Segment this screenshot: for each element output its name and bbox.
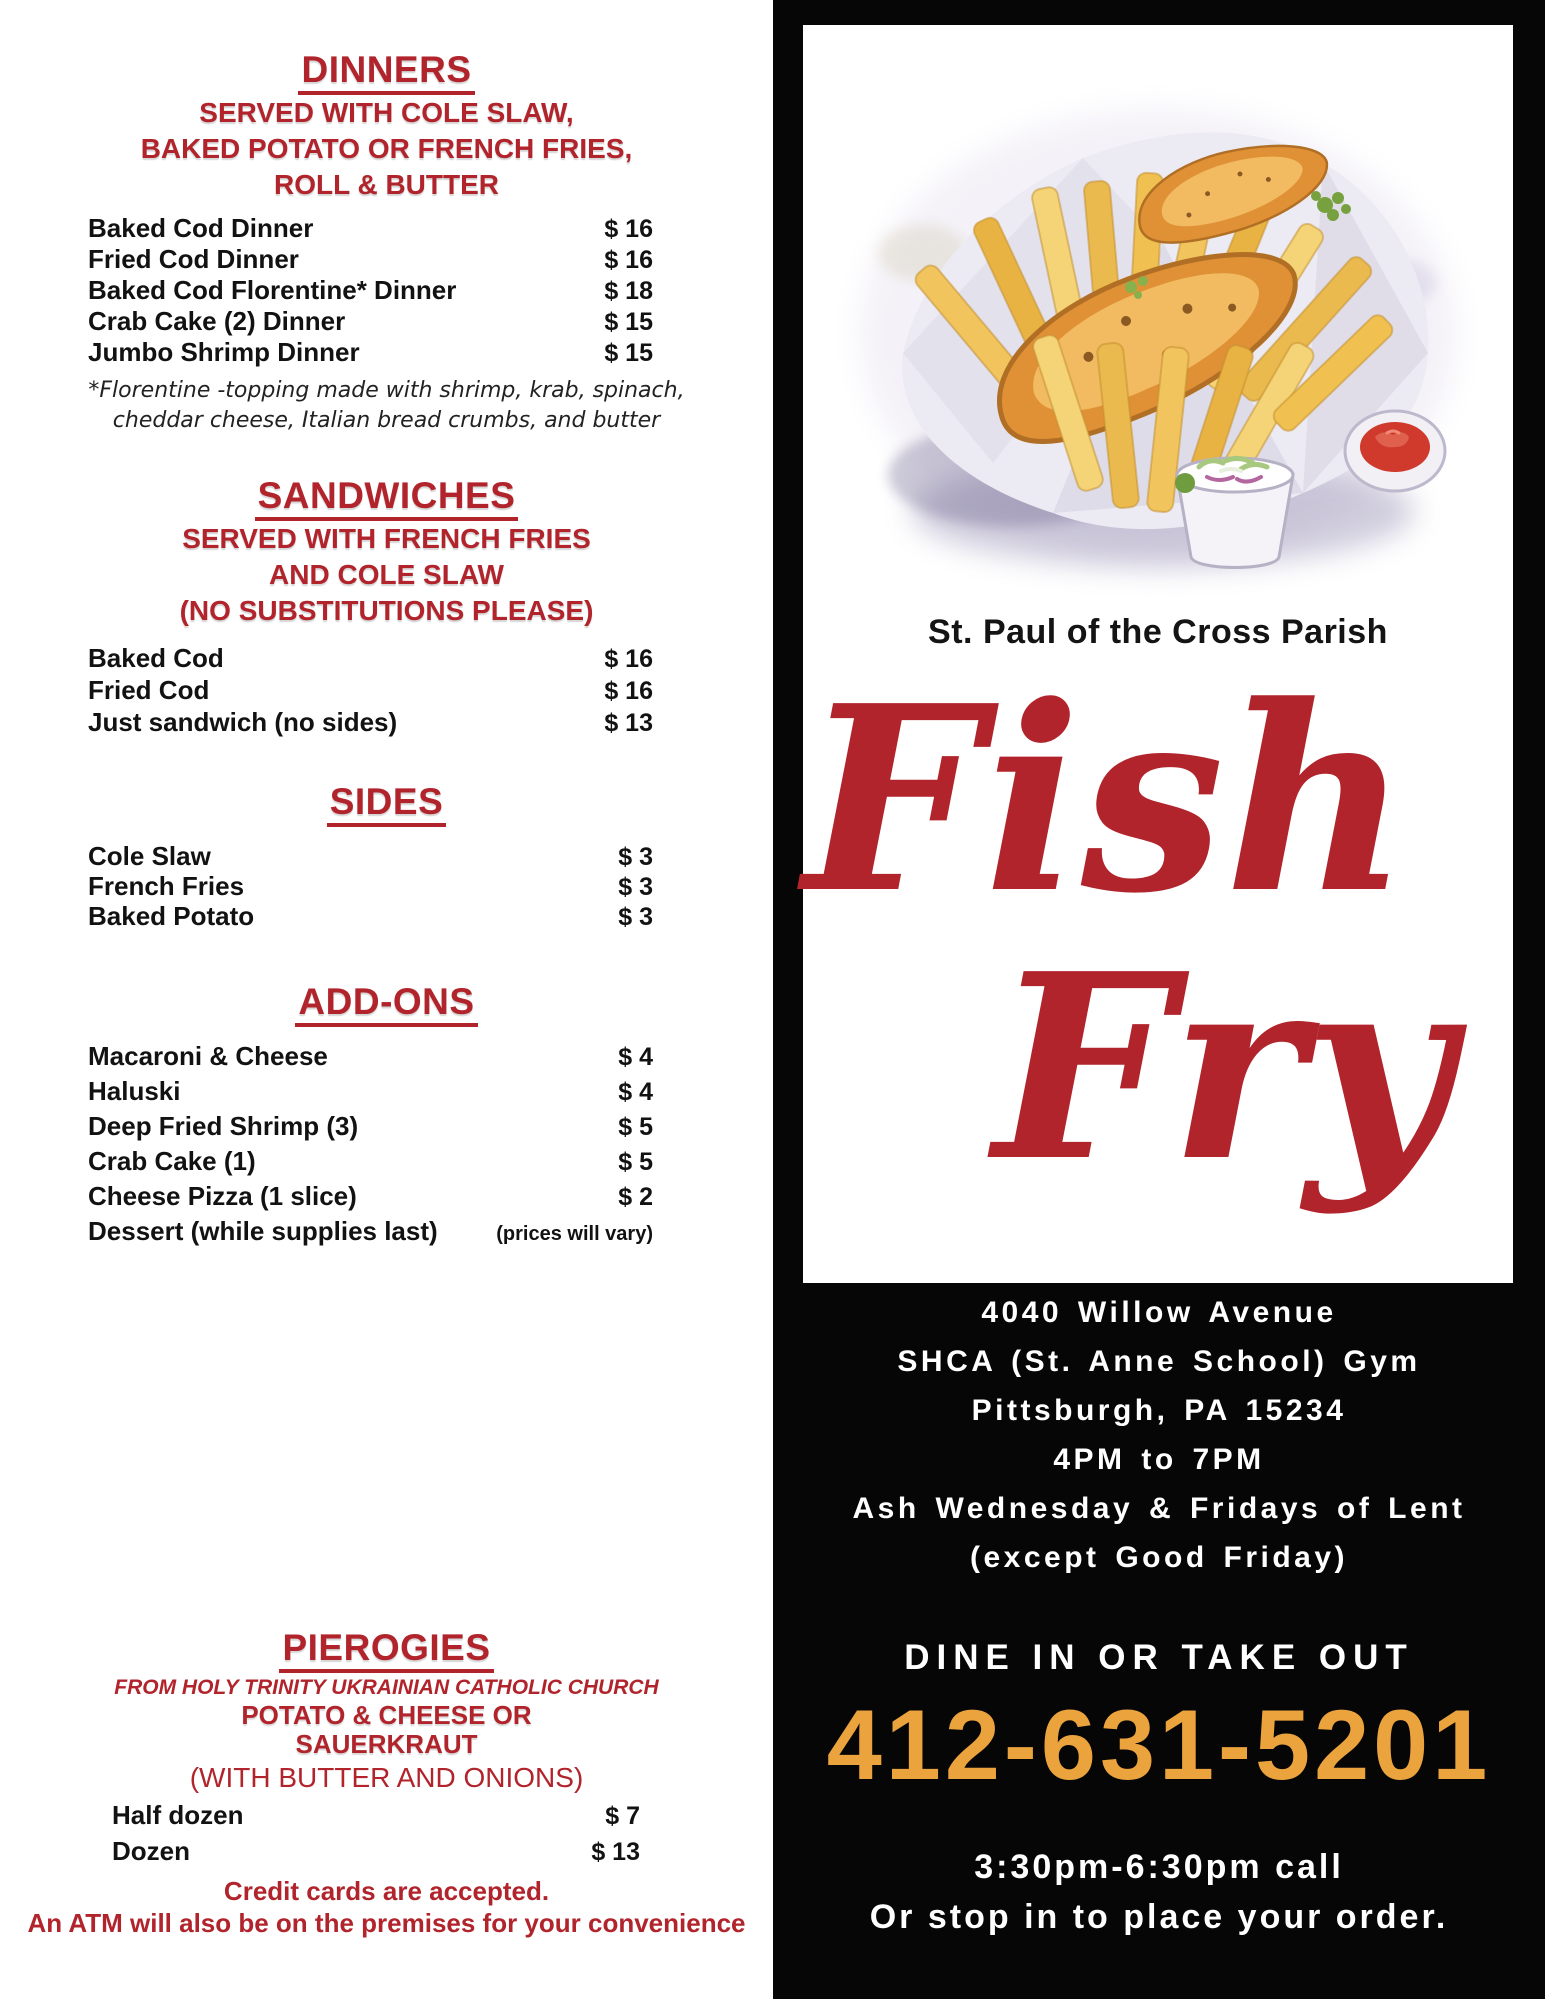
addons-items	[0, 1041, 773, 1251]
pierogies-option: SAUERKRAUT	[295, 1729, 478, 1759]
item-price: $ 16	[604, 645, 653, 673]
credit-cards-note: Credit cards are accepted.	[223, 1876, 550, 1906]
item-price: $ 16	[604, 215, 653, 243]
item-price: $ 5	[618, 1113, 653, 1141]
sides-heading: SIDES	[327, 782, 447, 827]
menu-item	[88, 337, 653, 368]
right-panel	[773, 0, 1545, 1999]
item-name: French Fries	[88, 871, 245, 901]
menu-item	[88, 1076, 653, 1111]
pierogies-items	[0, 1800, 773, 1872]
sandwiches-heading: SANDWICHES	[255, 476, 519, 521]
item-name: Crab Cake (2) Dinner	[88, 306, 346, 336]
dinners-subtitle-line: SERVED WITH COLE SLAW,	[199, 97, 574, 128]
item-price: $ 13	[591, 1838, 640, 1866]
menu-item	[88, 306, 653, 337]
menu-item	[88, 707, 653, 739]
item-name: Baked Cod Florentine* Dinner	[88, 275, 457, 305]
menu-item	[88, 1041, 653, 1076]
menu-item	[112, 1800, 640, 1836]
menu-item	[112, 1836, 640, 1872]
section-pierogies	[0, 1628, 773, 1940]
item-price: $ 16	[604, 246, 653, 274]
dates-line: (except Good Friday)	[969, 1541, 1349, 1574]
section-sides	[0, 782, 773, 931]
address-line: Pittsburgh, PA 15234	[971, 1394, 1347, 1427]
item-price: $ 5	[618, 1148, 653, 1176]
item-price: $ 3	[618, 903, 653, 931]
pierogies-note: (WITH BUTTER AND ONIONS)	[189, 1762, 584, 1793]
section-sandwiches	[0, 476, 773, 739]
item-name: Just sandwich (no sides)	[88, 707, 398, 737]
menu-item	[88, 244, 653, 275]
item-price-note: (prices will vary)	[496, 1223, 653, 1245]
event-details	[773, 1288, 1545, 1582]
flyer-card	[803, 25, 1513, 1283]
sandwiches-items	[0, 643, 773, 739]
footnote-line: cheddar cheese, Italian bread crumbs, and butter	[112, 408, 661, 433]
item-name: Baked Cod Dinner	[88, 213, 314, 243]
item-price: $ 2	[618, 1183, 653, 1211]
sides-items	[0, 841, 773, 931]
section-addons	[0, 982, 773, 1251]
pierogies-heading: PIEROGIES	[279, 1628, 493, 1673]
item-name: Fried Cod	[88, 675, 210, 705]
phone-number: 412-631-5201	[826, 1689, 1492, 1800]
menu-item	[88, 1146, 653, 1181]
dinners-heading: DINNERS	[298, 50, 474, 95]
item-name: Dessert (while supplies last)	[88, 1216, 438, 1246]
menu-item	[88, 871, 653, 901]
address-line: SHCA (St. Anne School) Gym	[897, 1345, 1421, 1378]
item-name: Baked Cod	[88, 643, 224, 673]
addons-heading: ADD-ONS	[295, 982, 477, 1027]
dates-line: Ash Wednesday & Fridays of Lent	[852, 1492, 1466, 1525]
menu-item	[88, 675, 653, 707]
item-price: $ 4	[618, 1078, 653, 1106]
item-name: Fried Cod Dinner	[88, 244, 299, 274]
sandwiches-subtitle-line: SERVED WITH FRENCH FRIES	[182, 523, 591, 554]
item-name: Jumbo Shrimp Dinner	[88, 337, 360, 367]
menu-item	[88, 275, 653, 306]
atm-note: An ATM will also be on the premises for your convenience	[27, 1908, 746, 1938]
menu-item	[88, 1216, 653, 1251]
parish-name: St. Paul of the Cross Parish	[928, 613, 1388, 651]
item-price: $ 15	[604, 339, 653, 367]
section-dinners	[0, 50, 773, 436]
menu-item	[88, 841, 653, 871]
logo-word-fry: Fry	[993, 919, 1453, 1218]
item-name: Deep Fried Shrimp (3)	[88, 1111, 359, 1141]
item-name: Cheese Pizza (1 slice)	[88, 1181, 357, 1211]
item-price: $ 13	[604, 709, 653, 737]
item-name: Haluski	[88, 1076, 181, 1106]
item-price: $ 18	[604, 277, 653, 305]
menu-item	[88, 1181, 653, 1216]
item-name: Baked Potato	[88, 901, 255, 931]
pierogies-source: FROM HOLY TRINITY UKRAINIAN CATHOLIC CHURCH	[114, 1676, 659, 1699]
call-hours: 3:30pm-6:30pm call	[974, 1848, 1344, 1886]
hours-line: 4PM to 7PM	[1053, 1443, 1265, 1476]
item-name: Crab Cake (1)	[88, 1146, 256, 1176]
item-price: $ 15	[604, 308, 653, 336]
item-price: $ 4	[618, 1043, 653, 1071]
florentine-footnote	[0, 376, 773, 436]
menu-item	[88, 901, 653, 931]
item-price: $ 3	[618, 843, 653, 871]
item-price: $ 7	[605, 1802, 640, 1830]
dine-in-take-out: DINE IN OR TAKE OUT	[904, 1638, 1414, 1677]
order-instructions	[773, 1842, 1545, 1942]
dinners-subtitle-line: BAKED POTATO OR FRENCH FRIES,	[140, 133, 633, 164]
menu-item	[88, 213, 653, 244]
item-name: Half dozen	[112, 1800, 244, 1830]
logo-word-fish: Fish	[803, 651, 1410, 950]
fish-and-chips-illustration	[831, 43, 1485, 603]
menu-item	[88, 643, 653, 675]
item-name: Macaroni & Cheese	[88, 1041, 328, 1071]
pierogies-option: POTATO & CHEESE OR	[241, 1700, 532, 1730]
item-price: $ 3	[618, 873, 653, 901]
item-name: Cole Slaw	[88, 841, 211, 871]
footnote-line: *Florentine -topping made with shrimp, krab, spinach,	[88, 378, 685, 403]
call-alternative: Or stop in to place your order.	[869, 1898, 1449, 1936]
menu-item	[88, 1111, 653, 1146]
item-price: $ 16	[604, 677, 653, 705]
sandwiches-subtitle-line: AND COLE SLAW	[269, 559, 504, 590]
dinners-subtitle-line: ROLL & BUTTER	[273, 169, 500, 200]
address-line: 4040 Willow Avenue	[981, 1296, 1337, 1329]
dinners-items	[0, 213, 773, 368]
sandwiches-subtitle-line: (NO SUBSTITUTIONS PLEASE)	[179, 595, 594, 626]
item-name: Dozen	[112, 1836, 190, 1866]
